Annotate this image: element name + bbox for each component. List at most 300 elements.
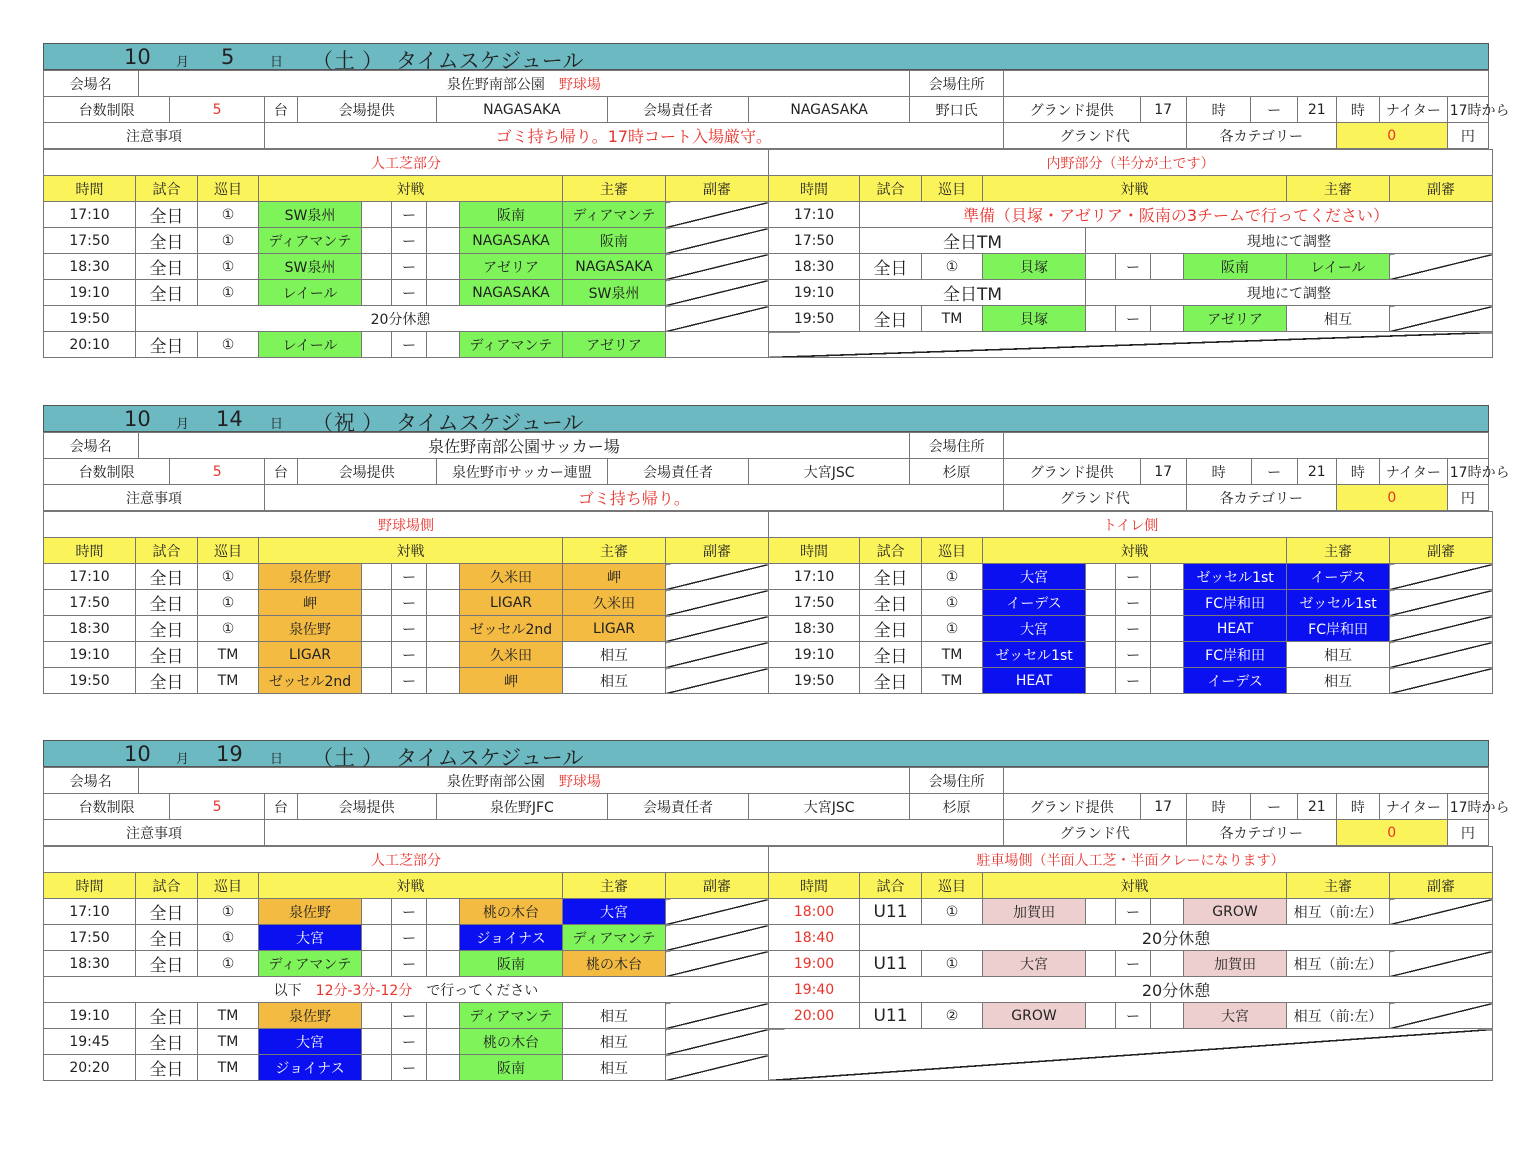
vs-dash: ー: [392, 899, 427, 925]
fee-value: 0: [1336, 123, 1447, 149]
manager-value: 大宮JSC: [748, 794, 909, 820]
provider-value: 泉佐野JFC: [436, 794, 608, 820]
referee-cell: 相互（前:左）: [1287, 1003, 1390, 1029]
title-month-unit: 月: [176, 417, 190, 432]
referee-cell: 大宮: [563, 899, 666, 925]
referee-cell: 相互: [1287, 642, 1390, 668]
time-cell: 19:45: [44, 1029, 136, 1055]
team-a: 大宮: [983, 951, 1086, 977]
spacer-cell: [1151, 642, 1184, 668]
match-cell: 全日: [136, 564, 198, 590]
col-time: 時間: [769, 538, 860, 564]
spacer-cell: [427, 564, 460, 590]
category-label: 各カテゴリー: [1186, 123, 1336, 149]
vs-dash: ー: [392, 1029, 427, 1055]
team-a: レイール: [259, 332, 362, 358]
time-cell: 18:40: [769, 925, 860, 951]
provider-value: 泉佐野市サッカー連盟: [436, 459, 608, 485]
referee-cell: LIGAR: [563, 616, 666, 642]
spacer-cell: [427, 332, 460, 358]
match-cell: 全日: [136, 228, 198, 254]
vs-dash: ー: [392, 280, 427, 306]
time-cell: 18:30: [769, 616, 860, 642]
match-cell: 全日: [136, 925, 198, 951]
spacer-cell: [362, 925, 392, 951]
col-round: 巡目: [198, 873, 259, 899]
spacer-cell: [362, 332, 392, 358]
vs-dash: ー: [392, 590, 427, 616]
col-referee: 主審: [563, 176, 666, 202]
title-paren-close: ）: [362, 746, 383, 770]
title-weekday: 祝: [334, 411, 355, 435]
ground-label: グランド提供: [1003, 97, 1140, 123]
col-time: 時間: [44, 538, 136, 564]
assistant-cell: [1390, 642, 1493, 668]
team-b: ゼッセル1st: [1184, 564, 1287, 590]
header-row: [44, 873, 1493, 899]
team-a: HEAT: [983, 668, 1086, 694]
team-a: 貝塚: [983, 254, 1086, 280]
break-cell: 20分休憩: [860, 925, 1493, 951]
night-value: 17時から: [1447, 459, 1488, 485]
vs-dash: ー: [392, 1055, 427, 1081]
time-cell: 19:50: [769, 668, 860, 694]
table-row: [44, 332, 1493, 358]
table-row: [44, 899, 1493, 925]
assistant-cell: [666, 564, 769, 590]
spacer-cell: [1086, 306, 1116, 332]
spacer-cell: [1086, 899, 1116, 925]
match-cell: 全日: [136, 1029, 198, 1055]
team-a: SW泉州: [259, 202, 362, 228]
col-assistant: 副審: [666, 873, 769, 899]
spacer-cell: [1151, 564, 1184, 590]
vs-dash: ー: [1116, 642, 1151, 668]
round-cell: ①: [198, 951, 259, 977]
count-limit-label: 台数制限: [44, 459, 170, 485]
right-section-title: 内野部分（半分が土です）: [769, 150, 1493, 176]
address-value: [1003, 71, 1488, 97]
time-cell: 17:10: [769, 564, 860, 590]
time-cell: 19:40: [769, 977, 860, 1003]
time-cell: 19:00: [769, 951, 860, 977]
provider-value: NAGASAKA: [436, 97, 608, 123]
night-value: 17時から: [1447, 97, 1488, 123]
team-b: ゼッセル2nd: [460, 616, 563, 642]
ground-dash: ー: [1251, 97, 1297, 123]
spacer-cell: [362, 616, 392, 642]
spacer-cell: [1151, 899, 1184, 925]
spacer-cell: [427, 1055, 460, 1081]
time-cell: 18:30: [44, 616, 136, 642]
header-row: [44, 176, 1493, 202]
spacer-cell: [362, 899, 392, 925]
count-limit-label: 台数制限: [44, 794, 170, 820]
team-a: LIGAR: [259, 642, 362, 668]
spacer-cell: [362, 642, 392, 668]
round-cell: ①: [922, 951, 983, 977]
vs-dash: ー: [392, 564, 427, 590]
team-a: 大宮: [259, 1029, 362, 1055]
team-b: アゼリア: [460, 254, 563, 280]
count-limit-value: 5: [170, 459, 265, 485]
col-versus: 対戦: [259, 873, 563, 899]
match-cell: 全日: [860, 564, 922, 590]
schedule-oct-5: [43, 43, 1510, 358]
spacer-cell: [427, 616, 460, 642]
manager-value: NAGASAKA: [748, 97, 909, 123]
match-cell: 全日: [136, 951, 198, 977]
col-assistant: 副審: [666, 538, 769, 564]
venue-name: 泉佐野南部公園サッカー場: [138, 433, 910, 459]
match-cell: 全日: [860, 616, 922, 642]
vs-dash: ー: [392, 951, 427, 977]
vs-dash: ー: [392, 228, 427, 254]
manager-value: 大宮JSC: [748, 459, 909, 485]
vs-dash: ー: [392, 616, 427, 642]
match-cell: U11: [860, 899, 922, 925]
provider-label: 会場提供: [297, 97, 436, 123]
team-b: 桃の木台: [460, 1029, 563, 1055]
notes-label: 注意事項: [44, 485, 265, 511]
spacer-cell: [427, 899, 460, 925]
schedule-title: [43, 405, 1489, 435]
referee-cell: 相互（前:左）: [1287, 951, 1390, 977]
ground-end: 21: [1297, 794, 1336, 820]
match-cell: 全日: [136, 590, 198, 616]
referee-cell: 岬: [563, 564, 666, 590]
time-cell: 19:50: [44, 306, 136, 332]
time-cell: 18:30: [769, 254, 860, 280]
match-cell: 全日: [136, 616, 198, 642]
time-cell: 20:00: [769, 1003, 860, 1029]
manager-name: 野口氏: [910, 97, 1004, 123]
time-cell: 17:50: [44, 925, 136, 951]
spacer-cell: [1151, 306, 1184, 332]
vs-dash: ー: [1116, 254, 1151, 280]
team-a: 岬: [259, 590, 362, 616]
round-cell: ①: [198, 254, 259, 280]
address-value: [1003, 433, 1488, 459]
assistant-cell: [1390, 306, 1493, 332]
assistant-cell: [666, 590, 769, 616]
venue-label: 会場名: [44, 433, 139, 459]
match-cell: 全日: [136, 642, 198, 668]
assistant-cell: [666, 668, 769, 694]
col-assistant: 副審: [666, 176, 769, 202]
match-cell: 全日: [136, 254, 198, 280]
col-referee: 主審: [1287, 873, 1390, 899]
assistant-cell: [1390, 564, 1493, 590]
team-b: 阪南: [460, 202, 563, 228]
assistant-cell: [666, 202, 769, 228]
spacer-cell: [362, 254, 392, 280]
table-row: [44, 668, 1493, 694]
table-row: [44, 306, 1493, 332]
time-cell: 19:10: [44, 1003, 136, 1029]
spacer-cell: [362, 1055, 392, 1081]
referee-cell: 久米田: [563, 590, 666, 616]
col-round: 巡目: [198, 176, 259, 202]
spacer-cell: [1151, 951, 1184, 977]
ground-hour1: 時: [1186, 97, 1251, 123]
spacer-cell: [362, 202, 392, 228]
team-a: 大宮: [983, 616, 1086, 642]
time-cell: 18:00: [769, 899, 860, 925]
ground-end: 21: [1297, 97, 1336, 123]
time-cell: 17:10: [769, 202, 860, 228]
round-cell: TM: [198, 1055, 259, 1081]
count-unit: 台: [264, 794, 297, 820]
match-table: [43, 511, 1493, 694]
ground-start: 17: [1140, 97, 1186, 123]
spacer-cell: [362, 564, 392, 590]
team-a: 大宮: [259, 925, 362, 951]
time-cell: 19:10: [769, 280, 860, 306]
assistant-cell: [1390, 616, 1493, 642]
time-cell: 19:10: [769, 642, 860, 668]
info-table: [43, 767, 1510, 846]
col-versus: 対戦: [259, 176, 563, 202]
match-cell: 全日: [136, 1003, 198, 1029]
spacer-cell: [1086, 590, 1116, 616]
notes-value: ゴミ持ち帰り。17時コート入場厳守。: [264, 123, 1003, 149]
left-section-title: 人工芝部分: [44, 150, 769, 176]
match-table: [43, 149, 1493, 358]
spacer-cell: [362, 280, 392, 306]
spacer-cell: [1086, 951, 1116, 977]
referee-cell: NAGASAKA: [563, 254, 666, 280]
spacer-cell: [1086, 668, 1116, 694]
team-b: ディアマンテ: [460, 332, 563, 358]
address-label: 会場住所: [910, 768, 1004, 794]
time-cell: 18:30: [44, 254, 136, 280]
header-row: [44, 538, 1493, 564]
title-weekday: 土: [334, 746, 355, 770]
round-cell: ①: [198, 590, 259, 616]
address-label: 会場住所: [910, 433, 1004, 459]
spacer-cell: [427, 254, 460, 280]
time-cell: 17:50: [44, 228, 136, 254]
round-cell: ①: [198, 280, 259, 306]
match-cell: 全日: [860, 642, 922, 668]
round-cell: ①: [198, 925, 259, 951]
referee-cell: 相互: [563, 668, 666, 694]
match-cell: 全日: [136, 1055, 198, 1081]
address-value: [1003, 768, 1488, 794]
category-label: 各カテゴリー: [1186, 820, 1336, 846]
team-a: 貝塚: [983, 306, 1086, 332]
referee-cell: 相互: [563, 1029, 666, 1055]
category-label: 各カテゴリー: [1186, 485, 1336, 511]
time-cell: 17:10: [44, 899, 136, 925]
col-round: 巡目: [922, 873, 983, 899]
yen-unit: 円: [1447, 485, 1488, 511]
night-label: ナイター: [1379, 794, 1447, 820]
team-a: 加賀田: [983, 899, 1086, 925]
table-row: [44, 925, 1493, 951]
night-label: ナイター: [1379, 97, 1447, 123]
team-a: 泉佐野: [259, 1003, 362, 1029]
team-b: 加賀田: [1184, 951, 1287, 977]
vs-dash: ー: [392, 1003, 427, 1029]
vs-dash: ー: [392, 332, 427, 358]
ground-start: 17: [1140, 794, 1186, 820]
referee-cell: FC岸和田: [1287, 616, 1390, 642]
title-month-unit: 月: [176, 55, 190, 70]
spacer-cell: [362, 1029, 392, 1055]
round-cell: TM: [922, 668, 983, 694]
spacer-cell: [1151, 254, 1184, 280]
assistant-cell: [1390, 1003, 1493, 1029]
team-a: 泉佐野: [259, 899, 362, 925]
spacer-cell: [1086, 564, 1116, 590]
referee-cell: 相互: [563, 1003, 666, 1029]
fee-value: 0: [1336, 820, 1447, 846]
manager-name: 杉原: [910, 459, 1004, 485]
notes-value: ゴミ持ち帰り。: [264, 485, 1003, 511]
assistant-cell: [1390, 590, 1493, 616]
spacer-cell: [362, 1003, 392, 1029]
spacer-cell: [1151, 1003, 1184, 1029]
col-match: 試合: [860, 538, 922, 564]
spacer-cell: [427, 228, 460, 254]
referee-cell: レイール: [1287, 254, 1390, 280]
vs-dash: ー: [1116, 668, 1151, 694]
count-unit: 台: [264, 97, 297, 123]
ground-hour2: 時: [1336, 794, 1379, 820]
referee-cell: 相互: [1287, 306, 1390, 332]
venue-name: 泉佐野南部公園 野球場: [138, 768, 910, 794]
time-cell: 19:50: [44, 668, 136, 694]
round-cell: ①: [198, 616, 259, 642]
referee-cell: イーデス: [1287, 564, 1390, 590]
vs-dash: ー: [1116, 616, 1151, 642]
left-section-title: 人工芝部分: [44, 847, 769, 873]
table-row: [44, 228, 1493, 254]
team-b: NAGASAKA: [460, 280, 563, 306]
time-cell: 19:10: [44, 280, 136, 306]
team-b: HEAT: [1184, 616, 1287, 642]
team-b: 大宮: [1184, 1003, 1287, 1029]
ground-hour2: 時: [1336, 459, 1379, 485]
schedule-title: [43, 740, 1489, 770]
match-cell: 全日TM: [860, 228, 1086, 254]
right-section-title: 駐車場側（半面人工芝・半面クレーになります）: [769, 847, 1493, 873]
match-cell: 全日: [136, 332, 198, 358]
table-row: [44, 202, 1493, 228]
vs-dash: ー: [1116, 899, 1151, 925]
team-b: アゼリア: [1184, 306, 1287, 332]
spacer-cell: [1151, 668, 1184, 694]
ground-label: グランド提供: [1003, 794, 1140, 820]
vs-dash: ー: [392, 202, 427, 228]
spacer-cell: [427, 202, 460, 228]
title-paren-close: ）: [362, 411, 383, 435]
match-cell: 全日: [860, 254, 922, 280]
assistant-cell: [666, 280, 769, 306]
break-cell: 20分休憩: [136, 306, 666, 332]
spacer-cell: [427, 1003, 460, 1029]
col-match: 試合: [136, 538, 198, 564]
col-versus: 対戦: [983, 873, 1287, 899]
match-table: [43, 846, 1493, 1081]
vs-dash: ー: [1116, 590, 1151, 616]
title-paren-open: （: [312, 746, 333, 770]
round-cell: TM: [198, 668, 259, 694]
round-cell: ①: [922, 564, 983, 590]
count-limit-label: 台数制限: [44, 97, 170, 123]
ground-start: 17: [1140, 459, 1186, 485]
vs-dash: ー: [392, 254, 427, 280]
ground-dash: ー: [1251, 459, 1297, 485]
referee-cell: ディアマンテ: [563, 202, 666, 228]
team-b: FC岸和田: [1184, 642, 1287, 668]
referee-cell: 相互: [1287, 668, 1390, 694]
match-cell: U11: [860, 951, 922, 977]
spacer-cell: [427, 668, 460, 694]
round-cell: ①: [922, 616, 983, 642]
col-round: 巡目: [922, 538, 983, 564]
ground-label: グランド提供: [1003, 459, 1140, 485]
title-day-unit: 日: [270, 55, 284, 70]
col-referee: 主審: [1287, 538, 1390, 564]
col-referee: 主審: [563, 873, 666, 899]
team-b: 阪南: [460, 1055, 563, 1081]
fee-label: グランド代: [1003, 485, 1186, 511]
team-a: ゼッセル1st: [983, 642, 1086, 668]
ground-dash: ー: [1251, 794, 1297, 820]
spacer-cell: [1086, 1003, 1116, 1029]
vs-dash: ー: [392, 925, 427, 951]
count-limit-value: 5: [170, 97, 265, 123]
title-paren-open: （: [312, 411, 333, 435]
team-a: ゼッセル2nd: [259, 668, 362, 694]
table-row: [44, 280, 1493, 306]
fee-label: グランド代: [1003, 820, 1186, 846]
round-cell: ①: [198, 899, 259, 925]
venue-label: 会場名: [44, 768, 139, 794]
spacer-cell: [1086, 254, 1116, 280]
assistant-cell: [666, 254, 769, 280]
spacer-cell: [1151, 590, 1184, 616]
mid-note: 以下 12分-3分-12分 で行ってください: [44, 977, 769, 1003]
venue-label: 会場名: [44, 71, 139, 97]
table-row: [44, 254, 1493, 280]
assistant-cell: [1390, 254, 1493, 280]
title-paren-close: ）: [362, 49, 383, 73]
round-cell: ①: [198, 332, 259, 358]
team-a: SW泉州: [259, 254, 362, 280]
referee-cell: アゼリア: [563, 332, 666, 358]
table-row: [44, 1029, 1493, 1055]
info-table: [43, 70, 1510, 149]
team-b: ディアマンテ: [460, 1003, 563, 1029]
match-cell: U11: [860, 1003, 922, 1029]
team-a: ディアマンテ: [259, 228, 362, 254]
match-cell: 全日: [136, 280, 198, 306]
assistant-cell: [1390, 668, 1493, 694]
referee-cell: 相互: [563, 1055, 666, 1081]
table-row: [44, 616, 1493, 642]
team-b: GROW: [1184, 899, 1287, 925]
note-cell: 準備（貝塚・アゼリア・阪南の3チームで行ってください）: [860, 202, 1493, 228]
time-cell: 18:30: [44, 951, 136, 977]
title-day: 5: [221, 45, 235, 69]
table-row: [44, 1003, 1493, 1029]
referee-cell: ゼッセル1st: [1287, 590, 1390, 616]
empty-slash-cell: [769, 332, 1493, 358]
